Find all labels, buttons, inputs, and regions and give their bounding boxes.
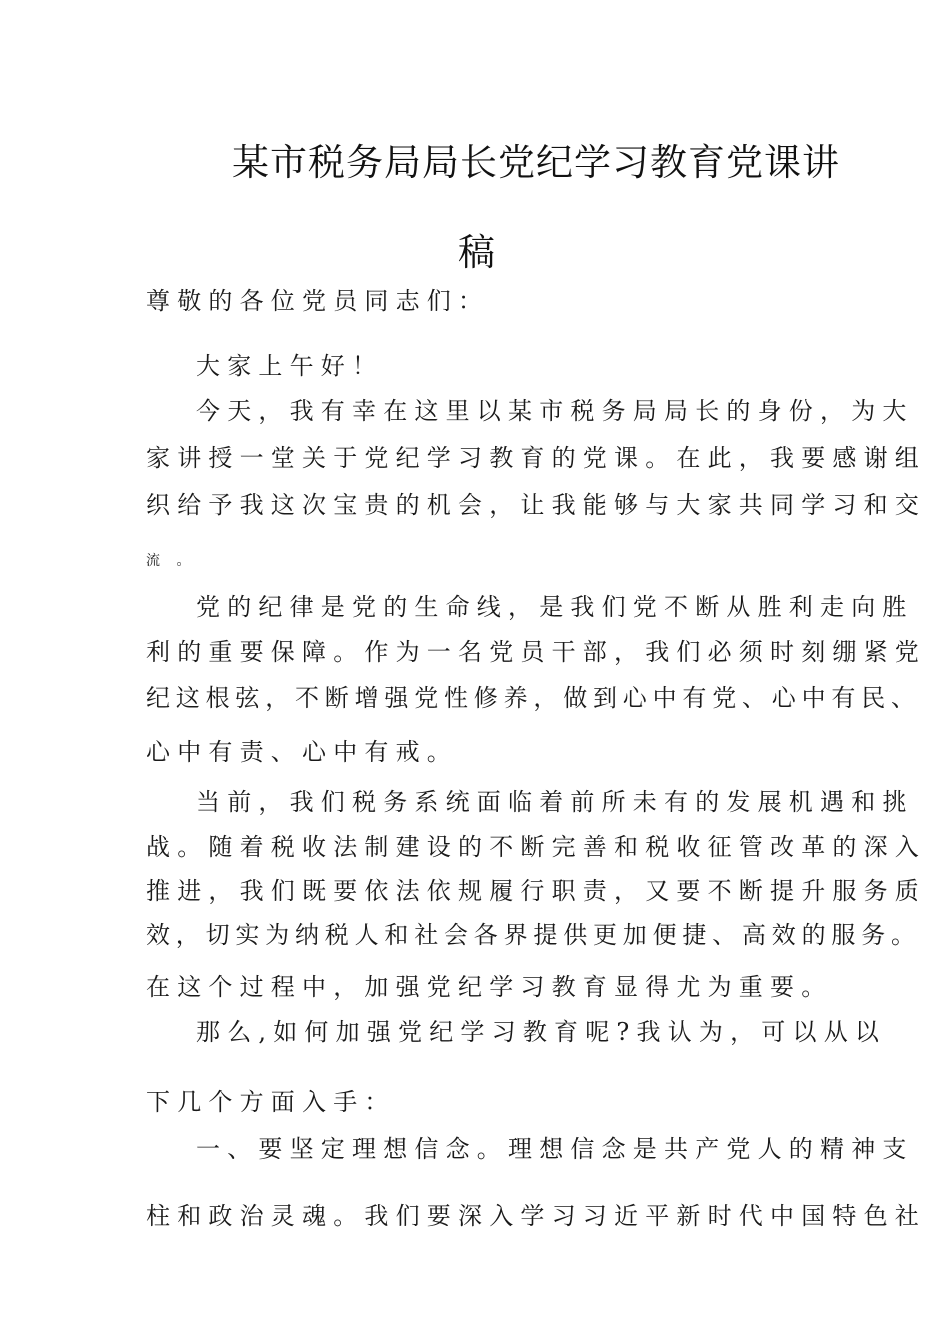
paragraph-line: 党的纪律是党的生命线，是我们党不断从胜利走向胜 xyxy=(196,593,914,621)
paragraph-line: 今天，我有幸在这里以某市税务局局长的身份，为大 xyxy=(196,397,914,425)
paragraph-line: 流 。 xyxy=(146,553,197,569)
salutation: 尊敬的各位党员同志们： xyxy=(146,287,490,315)
paragraph-line: 那么,如何加强党纪学习教育呢?我认为，可以从以 xyxy=(196,1018,887,1046)
paragraph-line: 推进，我们既要依法依规履行职责，又要不断提升服务质 xyxy=(146,877,926,905)
paragraph-line: 下几个方面入手： xyxy=(146,1088,396,1116)
paragraph-line: 织给予我这次宝贵的机会，让我能够与大家共同学习和交 xyxy=(146,491,926,519)
paragraph-line: 效，切实为纳税人和社会各界提供更加便捷、高效的服务。 xyxy=(146,921,921,949)
paragraph-line: 大家上午好！ xyxy=(196,352,384,380)
paragraph-line: 当前，我们税务系统面临着前所未有的发展机遇和挑 xyxy=(196,788,914,816)
paragraph-line: 战。随着税收法制建设的不断完善和税收征管改革的深入 xyxy=(146,833,926,861)
paragraph-line: 一、要坚定理想信念。理想信念是共产党人的精神支 xyxy=(196,1135,914,1163)
paragraph-line: 柱和政治灵魂。我们要深入学习习近平新时代中国特色社 xyxy=(146,1202,926,1230)
paragraph-line: 在这个过程中，加强党纪学习教育显得尤为重要。 xyxy=(146,973,833,1001)
paragraph-line: 心中有责、心中有戒。 xyxy=(146,738,458,766)
paragraph-line: 纪这根弦，不断增强党性修养，做到心中有党、心中有民、 xyxy=(146,684,921,712)
paragraph-line: 利的重要保障。作为一名党员干部，我们必须时刻绷紧党 xyxy=(146,638,926,666)
document-title-line-2: 稿 xyxy=(458,231,496,274)
paragraph-line: 家讲授一堂关于党纪学习教育的党课。在此，我要感谢组 xyxy=(146,444,926,472)
document-title-line-1: 某市税务局局长党纪学习教育党课讲 xyxy=(232,141,840,184)
